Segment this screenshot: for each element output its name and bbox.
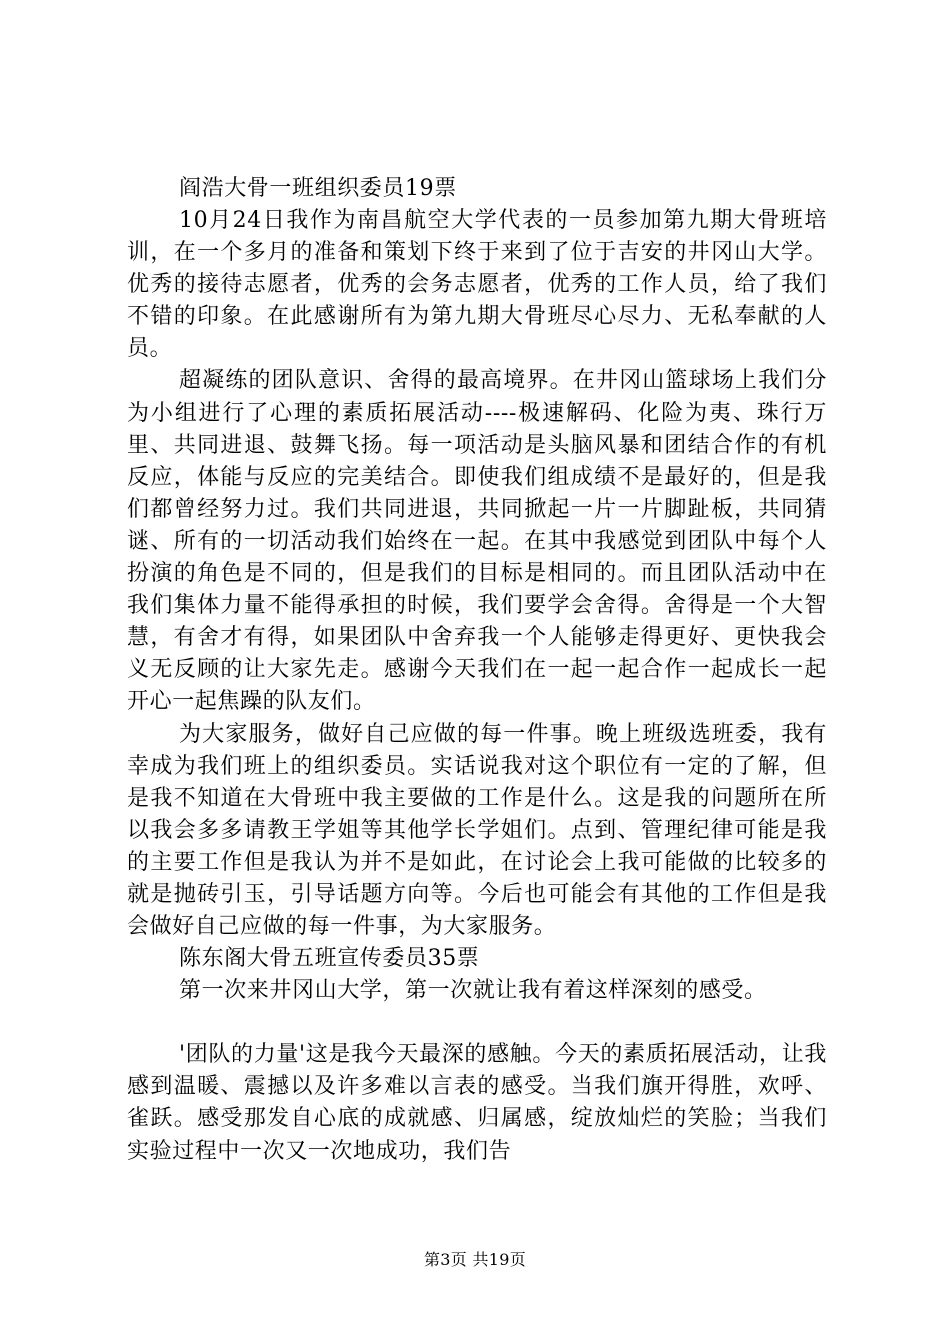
paragraph: '团队的力量'这是我今天最深的感触。今天的素质拓展活动，让我感到温暖、震撼以及许多难以言表的感受。当我们旗开得胜，欢呼、雀跃。感受那发自心底的成就感、归属感，绽放灿烂的笑脸；当我们实验过程中一次又一次地成功，我们告 [127,1042,827,1164]
page-footer: 第3页 共19页 [423,1250,527,1269]
paragraph: 10月24日我作为南昌航空大学代表的一员参加第九期大骨班培训，在一个多月的准备和策划下终于来到了位于吉安的井冈山大学。优秀的接待志愿者，优秀的会务志愿者，优秀的工作人员，给了我们不错的印象。在此感谢所有为第九期大骨班尽心尽力、无私奉献的人员。 [127,208,827,362]
paragraph: 第一次来井冈山大学，第一次就让我有着这样深刻的感受。 [179,978,767,1004]
document-body [127,173,827,1168]
paragraph: 为大家服务，做好自己应做的每一件事。晚上班级选班委，我有幸成为我们班上的组织委员。实话说我对这个职位有一定的了解，但是我不知道在大骨班中我主要做的工作是什么。这是我的问题所在所以我会多多请教王学姐等其他学长学姐们。点到、管理纪律可能是我的主要工作但是我认为并不是如此，在讨论会上我可能做的比较多的就是抛砖引玉，引导话题方向等。今后也可能会有其他的工作但是我会做好自己应做的每一件事，为大家服务。 [127,721,827,940]
paragraph-spacer [127,1007,827,1039]
section-heading: 阎浩大骨一班组织委员19票 [179,176,457,201]
paragraph: 超凝练的团队意识、舍得的最高境界。在井冈山篮球场上我们分为小组进行了心理的素质拓展活动----极速解码、化险为夷、珠行万里、共同进退、鼓舞飞扬。每一项活动是头脑风暴和团结合作的有机反应，体能与反应的完美结合。即使我们组成绩不是最好的，但是我们都曾经努力过。我们共同进退，共同掀起一片一片脚趾板，共同猜谜、所有的一切活动我们始终在一起。在其中我感觉到团队中每个人扮演的角色是不同的，但是我们的目标是相同的。而且团队活动中在我们集体力量不能得承担的时候，我们要学会舍得。舍得是一个大智慧，有舍才有得，如果团队中舍弃我一个人能够走得更好、更快我会义无反顾的让大家先走。感谢今天我们在一起一起合作一起成长一起开心一起焦躁的队友们。 [127,368,827,715]
section-heading: 陈东阁大骨五班宣传委员35票 [179,946,480,972]
